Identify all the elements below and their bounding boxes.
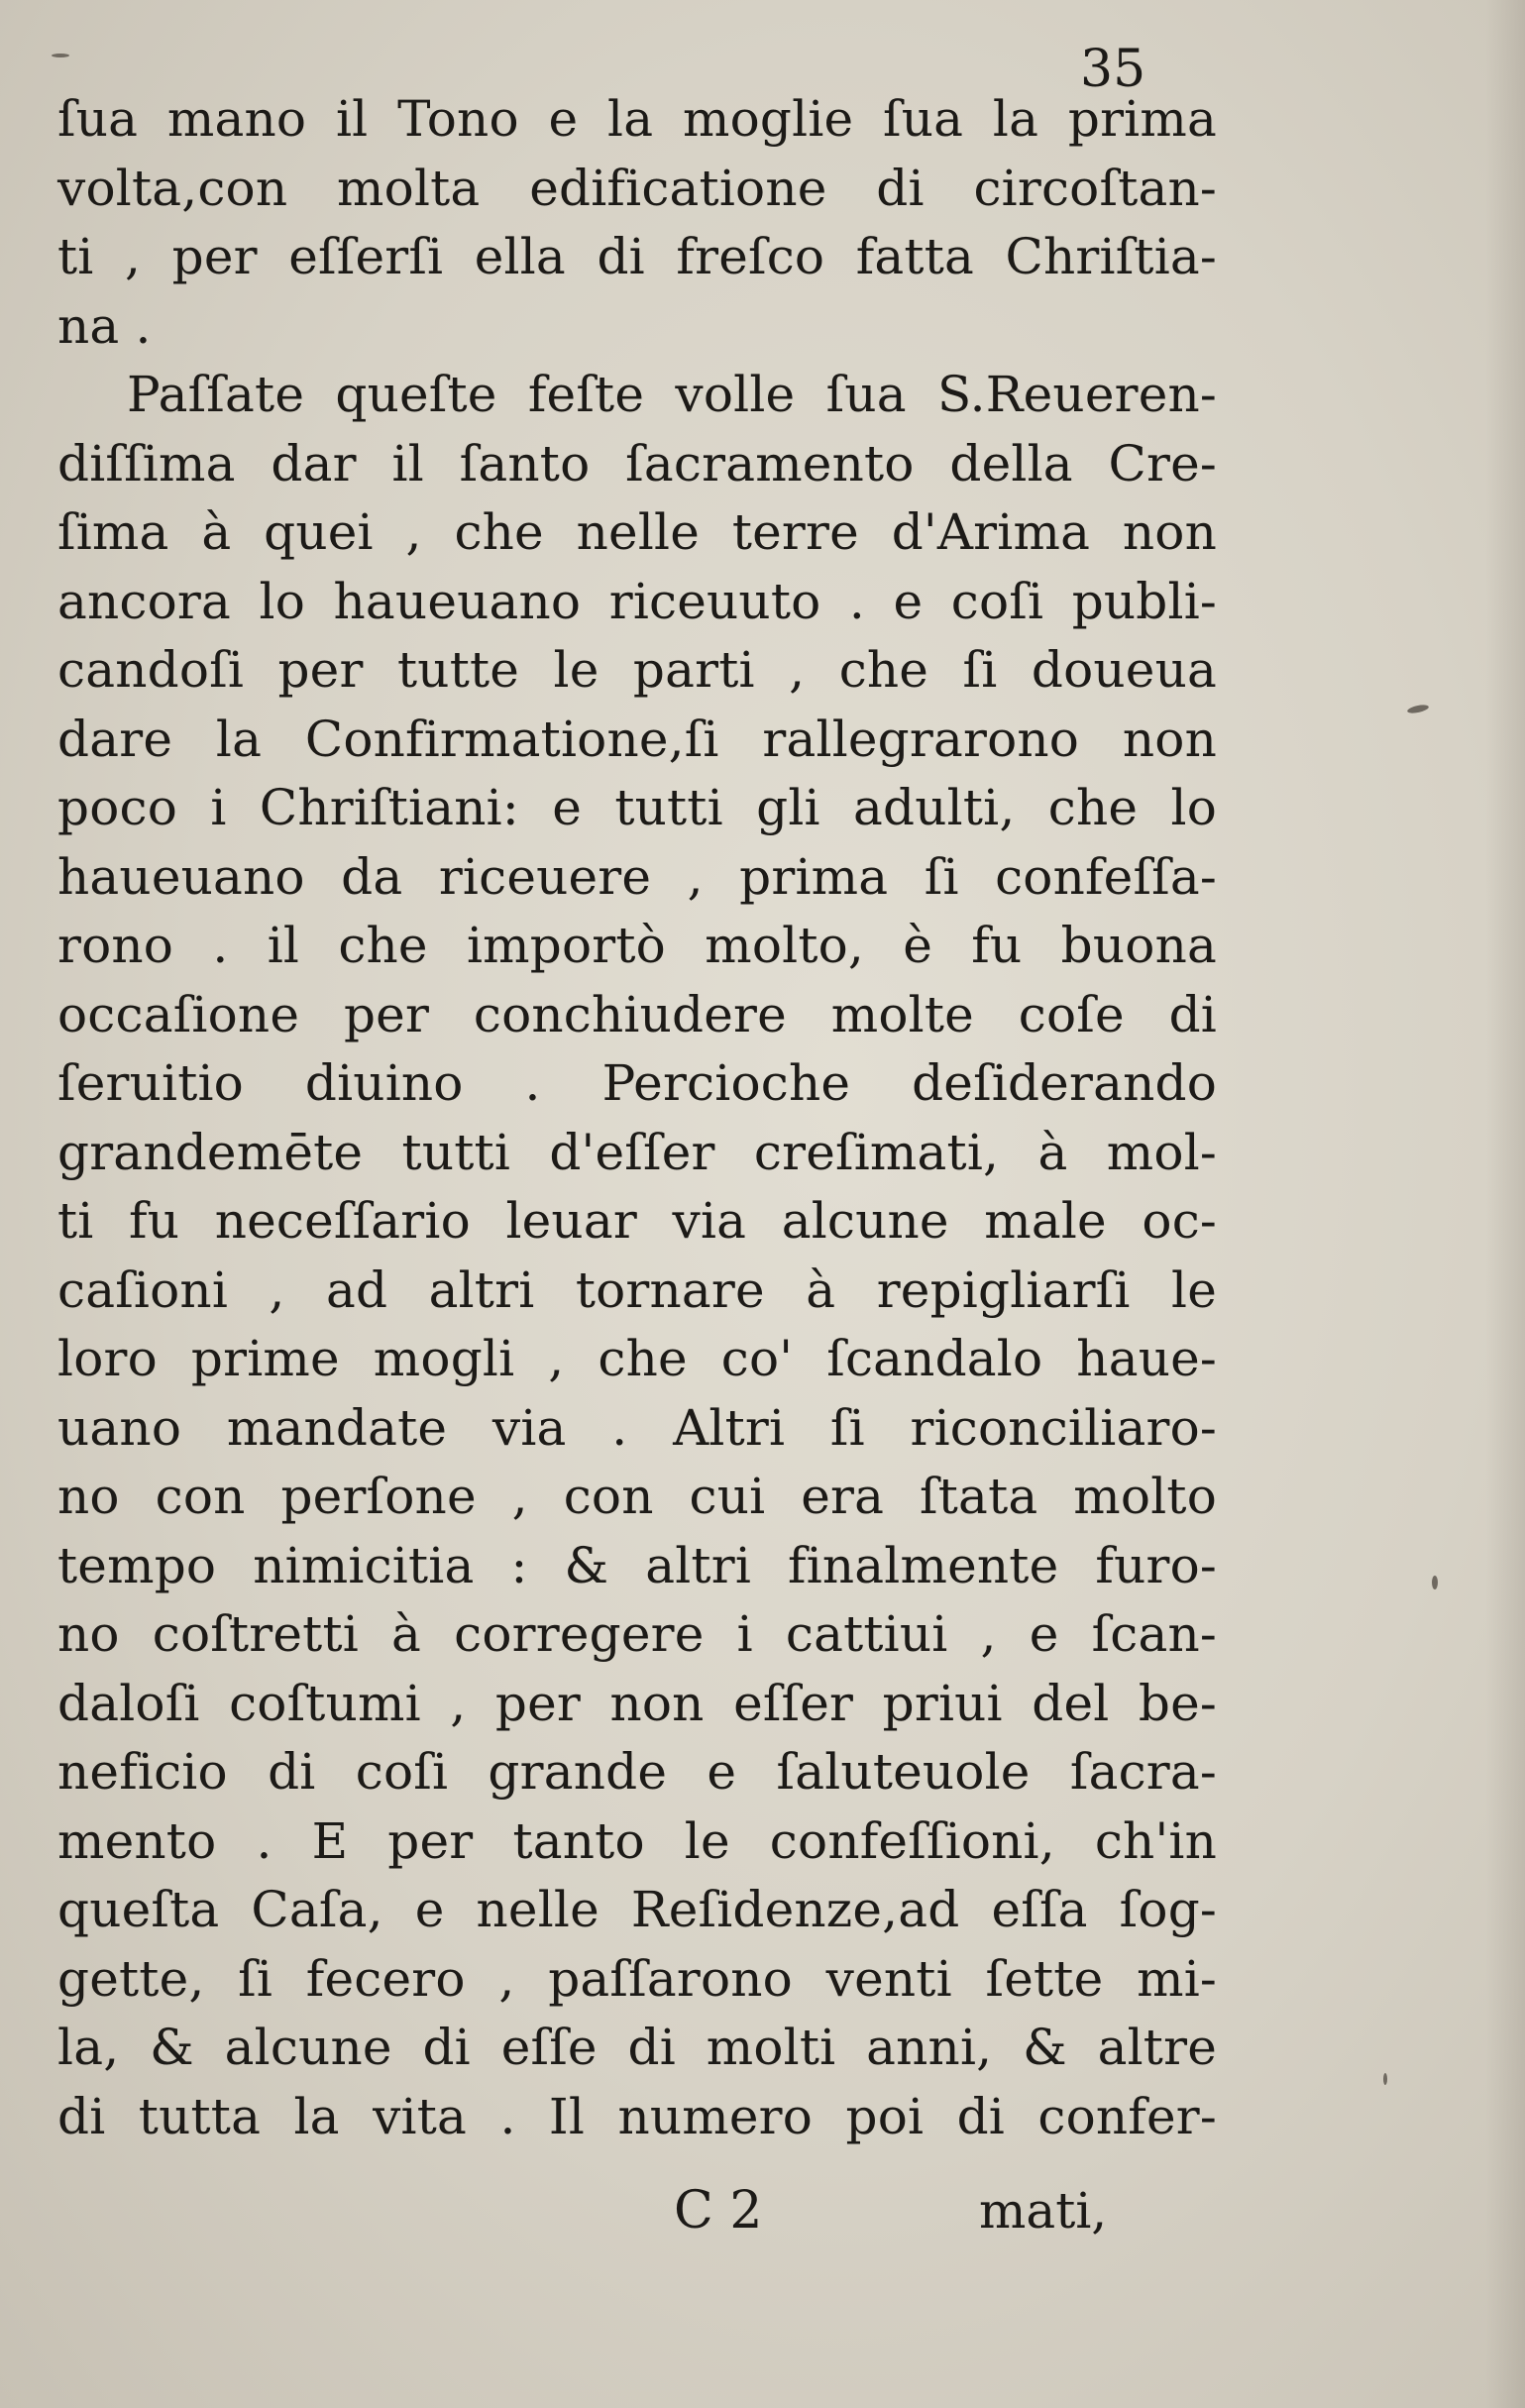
- text-line: occaſione per conchiudere molte coſe di: [57, 985, 1217, 1043]
- paper-speck: [1407, 704, 1430, 714]
- paper-speck: [1383, 2073, 1387, 2085]
- text-line: di tutta la vita . Il numero poi di confer-: [57, 2087, 1217, 2145]
- page-number: 35: [1080, 40, 1146, 99]
- catchword: mati,: [979, 2182, 1108, 2240]
- text-line: tempo nimicitia : & altri finalmente furo-: [57, 1536, 1217, 1594]
- text-line: gette, ſi fecero , paſſarono venti ſette mi-: [57, 1949, 1217, 2008]
- text-line: diſſima dar il ſanto ſacramento della Cre-: [57, 434, 1217, 493]
- text-line: ſeruitio diuino . Percioche deſiderando: [57, 1054, 1217, 1112]
- text-line: uano mandate via . Altri ſi riconciliaro-: [57, 1398, 1217, 1457]
- text-line: caſioni , ad altri tornare à repigliarſi le: [57, 1260, 1217, 1319]
- text-line: mento . E per tanto le confeſſioni, ch'in: [57, 1811, 1217, 1870]
- text-line: la, & alcune di eſſe di molti anni, & altre: [57, 2019, 1217, 2076]
- text-line: volta,con molta edificatione di circoſtan-: [57, 159, 1217, 217]
- text-line: haueuano da riceuere , prima ſi confeſſa-: [57, 847, 1217, 906]
- paragraph-start-line: Paſſate queſte feſte volle ſua S.Reueren-: [127, 366, 1217, 423]
- text-line: ſima à quei , che nelle terre d'Arima non: [57, 503, 1217, 561]
- text-line: poco i Chriſtiani: e tutti gli adulti, che lo: [57, 779, 1217, 836]
- text-line: ancora lo haueuano riceuuto . e coſi publi-: [57, 572, 1217, 630]
- page-edge-shadow: [1485, 0, 1525, 2408]
- text-line: candoſi per tutte le parti , che ſi doueua: [57, 641, 1217, 699]
- paper-speck: [52, 54, 69, 57]
- text-line: na .: [57, 296, 152, 355]
- paper-speck: [1432, 1576, 1438, 1589]
- text-line: ti , per eſſerſi ella di freſco fatta Chriſtia-: [57, 228, 1217, 285]
- text-line: loro prime mogli , che co' ſcandalo haue-: [57, 1330, 1217, 1387]
- text-line: ti fu neceſſario leuar via alcune male oc-: [57, 1192, 1217, 1250]
- text-line: ſua mano il Tono e la moglie ſua la prima: [57, 90, 1217, 148]
- signature-mark: C 2: [674, 2181, 763, 2241]
- text-line: grandemēte tutti d'eſſer creſimati, à mol-: [57, 1123, 1217, 1181]
- text-line: no con perſone , con cui era ſtata molto: [57, 1468, 1217, 1525]
- text-line: no coſtretti à corregere i cattiui , e ſcan-: [57, 1605, 1217, 1663]
- text-line: rono . il che importò molto, è fu buona: [57, 917, 1217, 974]
- body-text: [57, 85, 1217, 2151]
- page-footer: [0, 2176, 1525, 2245]
- text-line: neficio di coſi grande e ſaluteuole ſacra-: [57, 1743, 1217, 1801]
- text-line: dare la Confirmatione,ſi rallegrarono non: [57, 710, 1217, 768]
- text-line: queſta Caſa, e nelle Reſidenze,ad eſſa ſog-: [57, 1881, 1217, 1938]
- text-line: daloſi coſtumi , per non eſſer priui del be-: [57, 1674, 1217, 1732]
